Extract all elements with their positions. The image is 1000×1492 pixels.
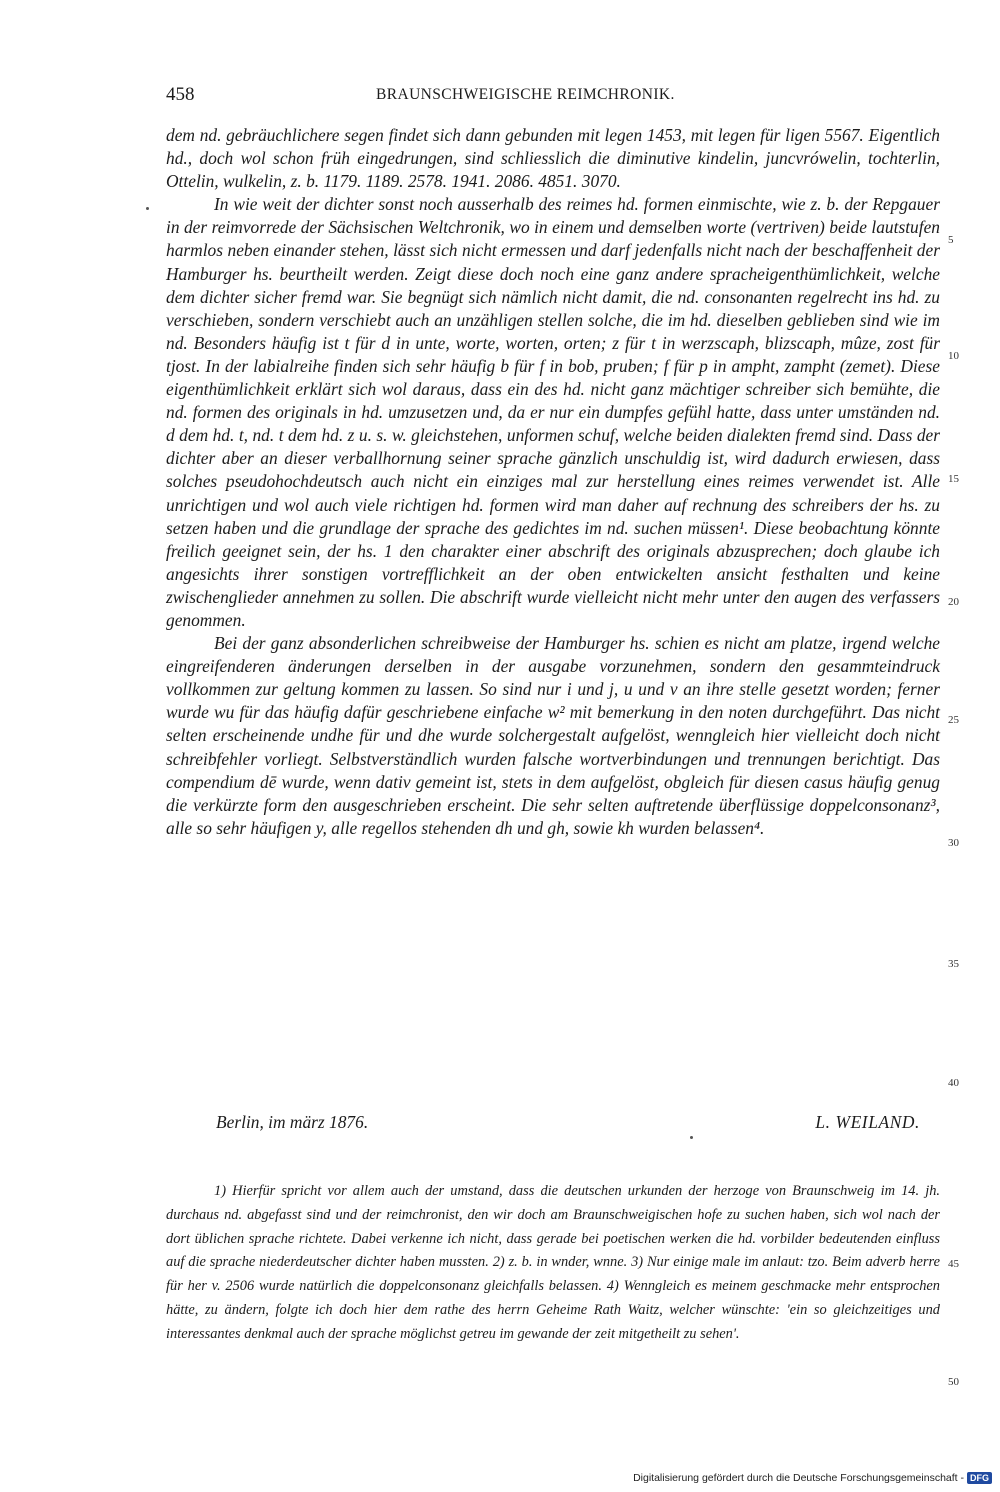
place-date: Berlin, im märz 1876. bbox=[216, 1112, 369, 1132]
line-number: 25 bbox=[948, 714, 959, 726]
page-number: 458 bbox=[166, 84, 195, 105]
main-text bbox=[166, 124, 940, 840]
footnotes bbox=[166, 1180, 940, 1347]
line-number: 20 bbox=[948, 596, 959, 608]
paragraph: dem nd. gebräuchlichere segen findet sich dann gebunden mit legen 1453, mit legen für ligen 5567. Eigentlich hd., doch wol schon früh eingedrungen, sind schliesslich die diminutive kindelin, juncvrówelin, tochterlin, Ottelin, wulkelin, z. b. 1179. 1189. 2578. 1941. 2086. 4851. 3070. bbox=[166, 125, 940, 192]
dfg-logo: DFG bbox=[967, 1472, 992, 1484]
line-number: 30 bbox=[948, 837, 959, 849]
line-number: 5 bbox=[948, 234, 954, 246]
paragraph: Bei der ganz absonderlichen schreibweise der Hamburger hs. schien es nicht am platze, irgend welche eingreifenderen änderungen derselben in der ausgabe vorzunehmen, sondern den gesammteindruck vollkommen zur geltung kommen zu lassen. So sind nur i und j, u und v an ihre stelle gesetzt worden; ferner wurde wu für das häufig dafür geschriebene einfache w² mit bemerkung in den noten durchgeführt. Das nicht selten erscheinende undhe für und dhe wurde solchergestalt aufgelöst, wenngleich hier vielleicht doch nicht schreibfehler vorliegt. Selbstverständlich wurden falsche wortverbindungen und trennungen berichtigt. Das compendium dē wurde, wenn dativ gemeint ist, stets in dem aufgelöst, obgleich für diesen casus häufig genug die verkürzte form den ausgeschrieben erscheint. Die sehr selten auftretende überflüssige doppelconsonanz³, alle so sehr häufigen y, alle regellos stehenden dh und gh, sowie kh wurden belassen⁴. bbox=[166, 633, 940, 838]
author-name: L. WEILAND. bbox=[815, 1112, 920, 1132]
digitization-footer bbox=[633, 1472, 992, 1484]
scan-speck bbox=[146, 207, 149, 210]
funding-credit: Digitalisierung gefördert durch die Deutsche Forschungsgemeinschaft - bbox=[633, 1472, 964, 1484]
line-number: 15 bbox=[948, 473, 959, 485]
line-number: 35 bbox=[948, 958, 959, 970]
line-number: 10 bbox=[948, 350, 959, 362]
scan-speck bbox=[690, 1136, 693, 1139]
page-header bbox=[166, 84, 938, 110]
running-title: BRAUNSCHWEIGISCHE REIMCHRONIK. bbox=[376, 86, 675, 103]
footnote-text: 1) Hierfür spricht vor allem auch der umstand, dass die deutschen urkunden der herzoge von Braunschweig im 14. jh. durchaus nd. abgefasst sind und der reimchronist, den wir doch am Braunschweigischen hofe zu suchen haben, sich wol nach der dort üblichen sprache richtete. Dabei verkenne ich nicht, dass gerade bei poetischen werken die hd. vorbilder bedeutenden einfluss auf die sprache niederdeutscher dichter haben mussten. 2) z. b. in wnder, wnne. 3) Nur einige male im anlaut: tzo. Beim adverb herre für her v. 2506 wurde natürlich die doppelconsonanz gleichfalls belassen. 4) Wenngleich es meinem geschmacke mehr entsprochen hätte, zu ändern, folgte ich doch hier dem rathe des herrn Geheime Rath Waitz, welcher wünschte: 'ein so gleichzeitiges und interessantes denkmal auch der sprache möglichst getreu im gewande der zeit mitgetheilt zu sehen'. bbox=[166, 1183, 940, 1342]
signature bbox=[216, 1112, 920, 1136]
line-number: 50 bbox=[948, 1376, 959, 1388]
line-number: 45 bbox=[948, 1258, 959, 1270]
line-number: 40 bbox=[948, 1077, 959, 1089]
paragraph: In wie weit der dichter sonst noch ausserhalb des reimes hd. formen einmischte, wie z. b. der Repgauer in der reimvorrede der Sächsischen Weltchronik, wo in einem und demselben worte (vertriven) beide lautstufen harmlos neben einander stehen, lässt sich nicht ermessen und darf jedenfalls nicht nach der beschaffenheit der Hamburger hs. beurtheilt werden. Zeigt diese doch noch eine ganz andere spracheigenthümlichkeit, welche dem dichter sicher fremd war. Sie begnügt sich nämlich nicht damit, die nd. consonanten regelrecht ins hd. zu verschieben, sondern verschiebt auch an unzähligen stellen solche, die im hd. dieselben geblieben sind wie im nd. Besonders häufig ist t für d in unte, worte, worten, orten; z für t in werzscaph, blizscaph, mûze, zost für tjost. In der labialreihe finden sich sehr häufig b für f in bob, pruben; f für p in ampht, zampht (zemet). Diese eigenthümlichkeit erklärt sich wol daraus, dass ein des hd. nicht ganz mächtiger schreiber sich bemühte, die nd. formen des originals in hd. umzusetzen und, da er nur ein dumpfes gefühl hatte, dass unter umständen nd. d dem hd. t, nd. t dem hd. z u. s. w. gleichstehen, unformen schuf, welche beiden dialekten fremd sind. Dass der dichter aber an dieser verballhornung seiner sprache gänzlich unschuldig ist, wird dadurch erwiesen, dass solches pseudohochdeutsch auch nicht ein einziges mal zur herstellung eines reimes verwendet ist. Alle unrichtigen und wol auch viele richtigen hd. formen wird man daher auf rechnung des schreibers der hs. zu setzen haben und die grundlage der sprache des gedichtes im nd. suchen müssen¹. Diese beobachtung könnte freilich geeignet sein, der hs. 1 den charakter einer abschrift des originals abzusprechen; doch glaube ich angesichts ihrer sonstigen vortrefflichkeit an der oben entwickelten ansicht festhalten und keine zwischenglieder annehmen zu sollen. Die abschrift wurde vielleicht nicht mehr unter den augen des verfassers genommen. bbox=[166, 194, 940, 630]
